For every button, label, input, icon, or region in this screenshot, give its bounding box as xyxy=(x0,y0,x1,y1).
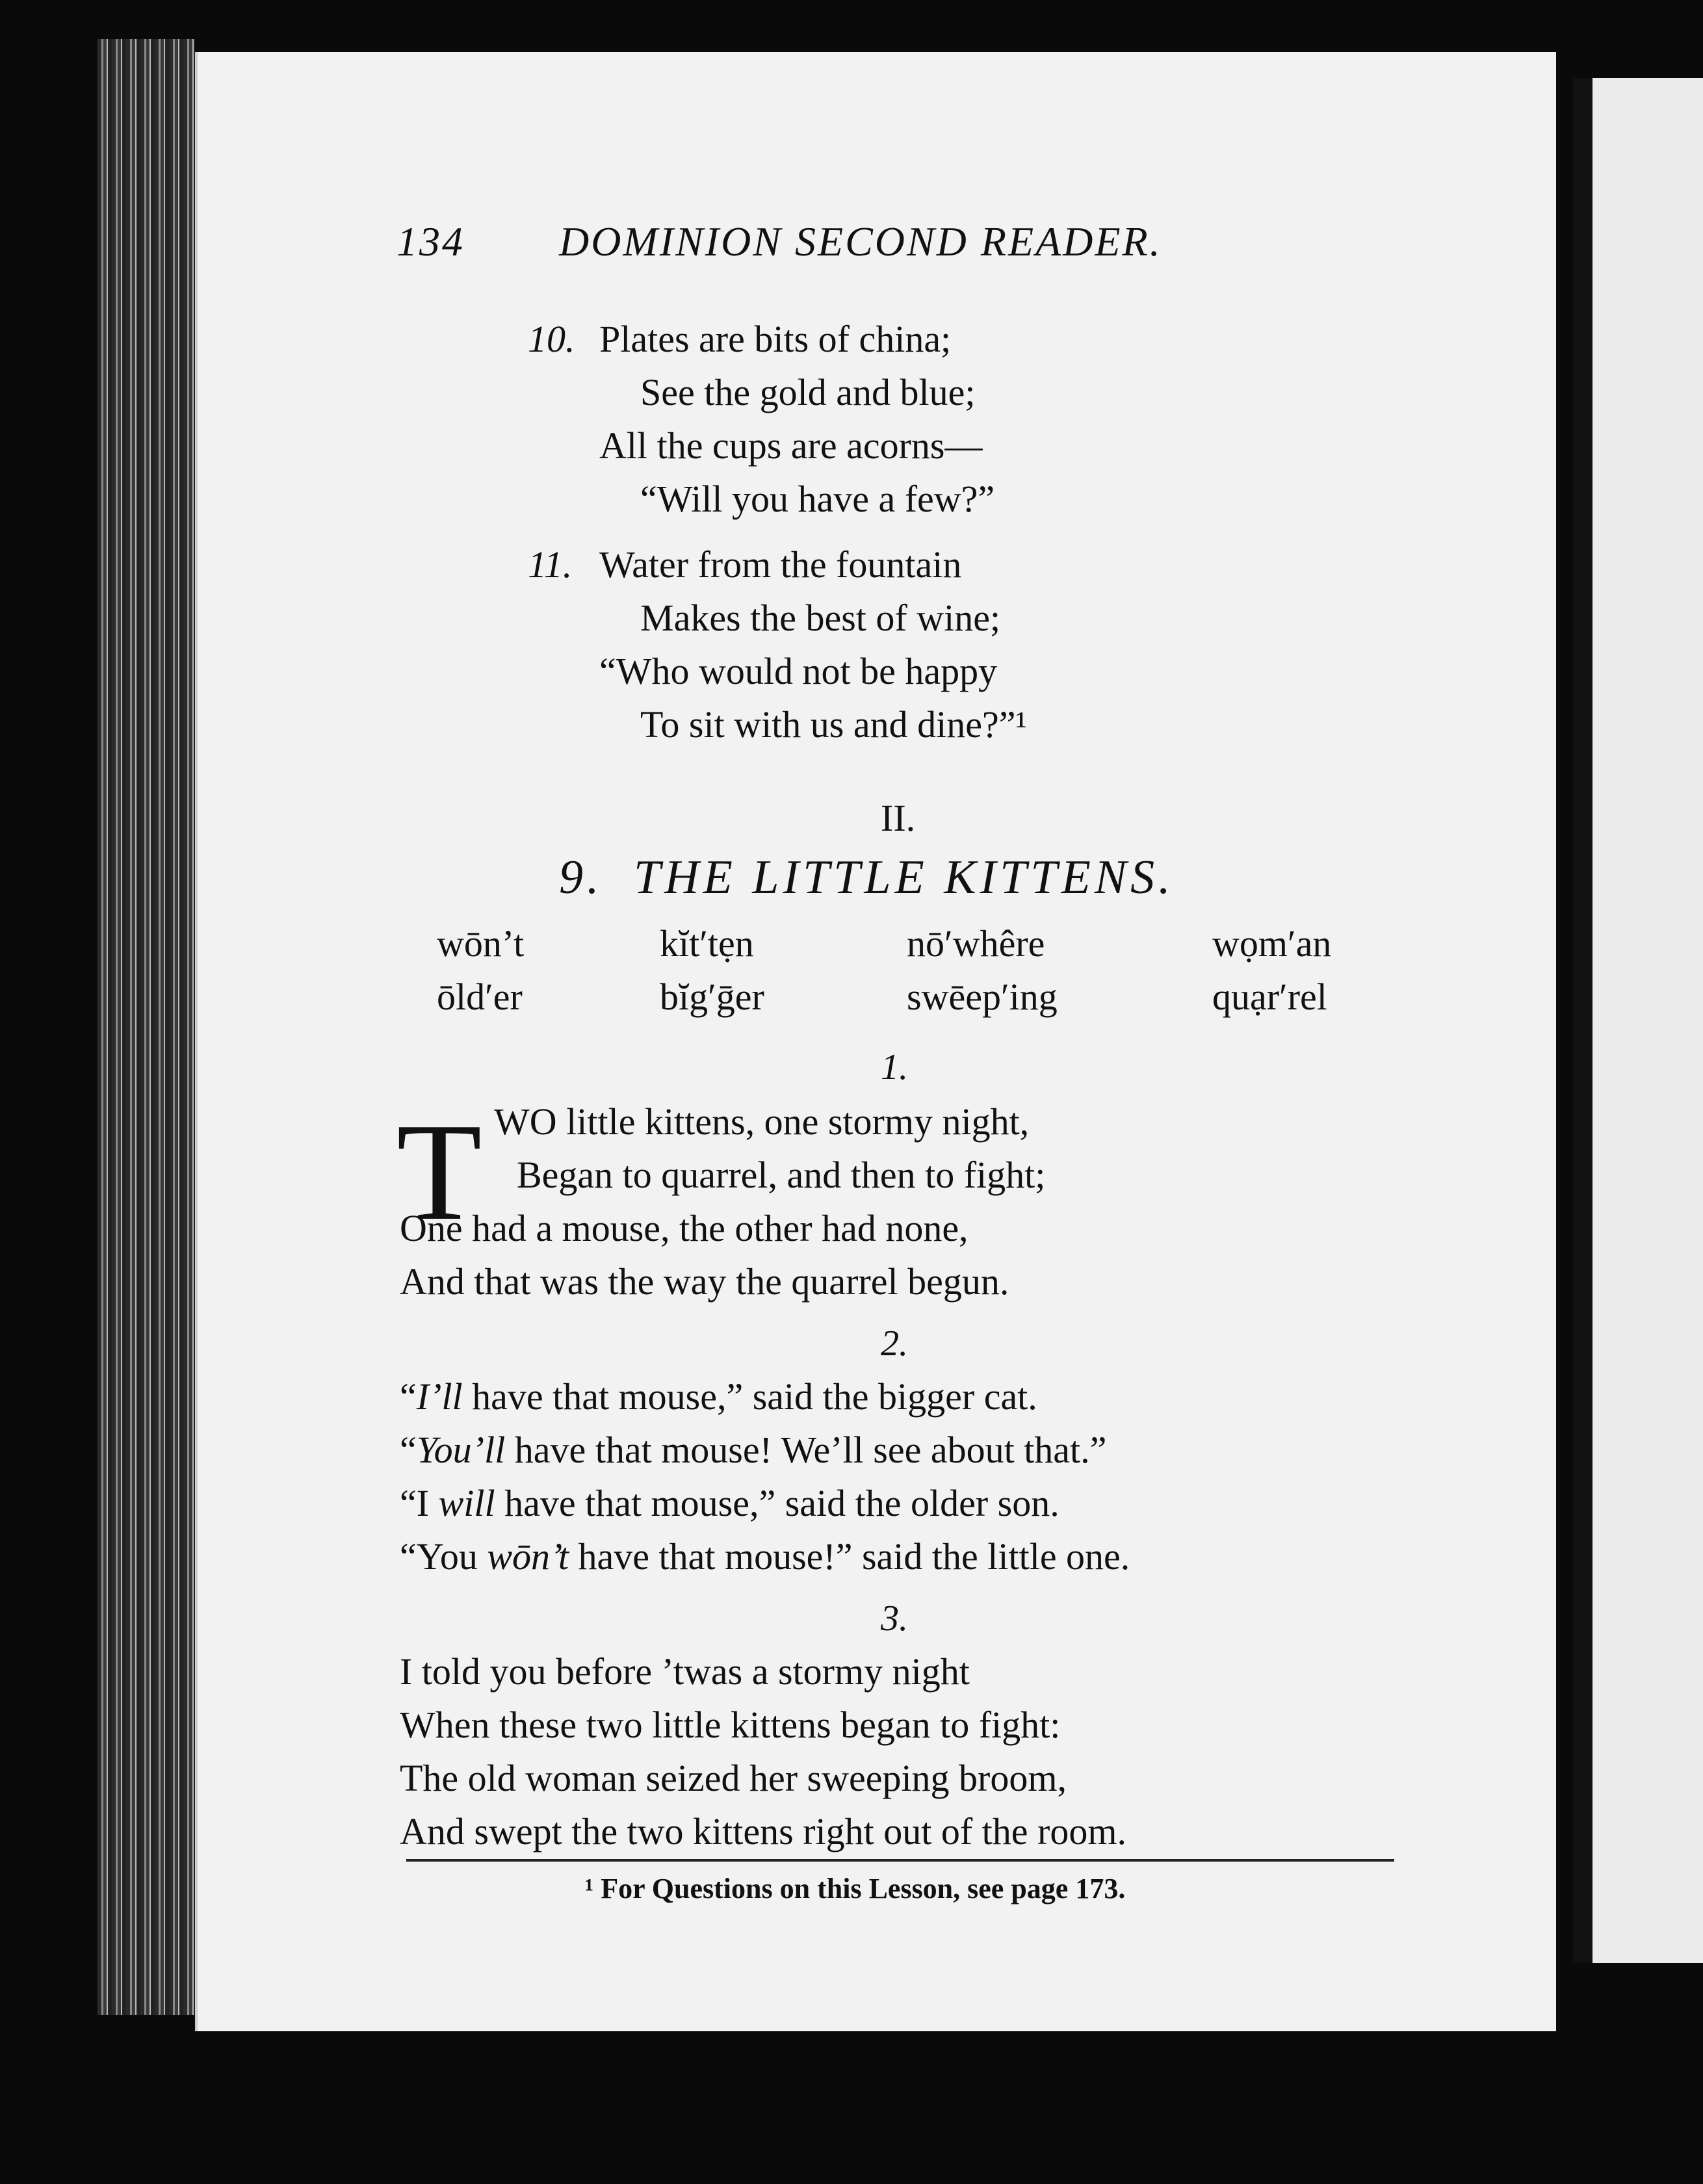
vocab-word: nō′whêre xyxy=(907,922,1045,965)
poem-line: Water from the fountain xyxy=(599,543,962,586)
vocab-word: wōn’t xyxy=(437,922,525,965)
poem-line: Makes the best of wine; xyxy=(640,597,1001,639)
poem-line xyxy=(400,1428,1106,1472)
line-text: “I xyxy=(400,1482,439,1524)
vocab-word: kĭt′tẹn xyxy=(660,922,754,965)
lesson-title: THE LITTLE KITTENS. xyxy=(634,851,1175,904)
vocab-word: swēep′ing xyxy=(907,976,1058,1018)
poem-line: I told you before ’twas a stormy night xyxy=(400,1650,970,1693)
vocab-word: wọm′an xyxy=(1212,922,1332,965)
poem-line: Began to quarrel, and then to fight; xyxy=(517,1154,1046,1196)
page-number: 134 xyxy=(396,218,465,265)
vocab-word: bĭg′ḡer xyxy=(660,976,764,1018)
poem-line: And that was the way the quarrel begun. xyxy=(400,1260,1009,1303)
vocab-word: ōld′er xyxy=(437,976,523,1018)
stanza-number: 2. xyxy=(881,1323,908,1364)
lesson-title-number: 9. xyxy=(559,851,603,904)
poem-line: WO little kittens, one stormy night, xyxy=(494,1100,1030,1143)
poem-line: To sit with us and dine?”¹ xyxy=(640,703,1027,746)
poem-line: Plates are bits of china; xyxy=(599,318,952,360)
line-text: have that mouse,” said the older son. xyxy=(495,1482,1060,1524)
poem-line: All the cups are acorns— xyxy=(599,424,983,467)
poem-line: “Will you have a few?” xyxy=(640,478,995,520)
poem-line: And swept the two kittens right out of the room. xyxy=(400,1810,1126,1852)
line-text: “ xyxy=(400,1375,417,1418)
poem-line: See the gold and blue; xyxy=(640,371,976,413)
poem-line xyxy=(400,1535,1130,1578)
book-page-edges xyxy=(98,39,195,2015)
section-numeral: II. xyxy=(881,797,916,839)
emphasis: will xyxy=(438,1482,495,1524)
line-text: “You xyxy=(400,1535,488,1578)
stanza-number: 1. xyxy=(881,1047,908,1087)
emphasis: I’ll xyxy=(416,1375,463,1418)
footnote-rule xyxy=(406,1859,1394,1862)
emphasis: wōn’t xyxy=(487,1535,569,1578)
poem-line xyxy=(400,1481,1060,1525)
poem-line: When these two little kittens began to fight: xyxy=(400,1704,1061,1746)
running-title: DOMINION SECOND READER. xyxy=(559,218,1162,265)
stanza-number: 3. xyxy=(881,1598,908,1639)
book-gutter xyxy=(1573,78,1592,1963)
vocab-word: quạr′rel xyxy=(1212,976,1327,1018)
poem-line: The old woman seized her sweeping broom, xyxy=(400,1757,1067,1799)
line-text: “ xyxy=(400,1429,417,1471)
drop-cap: T xyxy=(396,1094,482,1249)
footnote: ¹ For Questions on this Lesson, see page 173. xyxy=(585,1873,1126,1904)
stanza-10-number: 10. xyxy=(528,318,575,360)
line-text: have that mouse! We’ll see about that.” xyxy=(505,1429,1107,1471)
emphasis: You’ll xyxy=(416,1429,506,1471)
stanza-11-number: 11. xyxy=(528,543,573,586)
line-text: have that mouse!” said the little one. xyxy=(569,1535,1130,1578)
poem-line: One had a mouse, the other had none, xyxy=(400,1207,968,1249)
poem-line xyxy=(400,1375,1037,1418)
line-text: have that mouse,” said the bigger cat. xyxy=(462,1375,1037,1418)
facing-page-edge xyxy=(1573,78,1703,1963)
poem-line: “Who would not be happy xyxy=(599,650,998,692)
